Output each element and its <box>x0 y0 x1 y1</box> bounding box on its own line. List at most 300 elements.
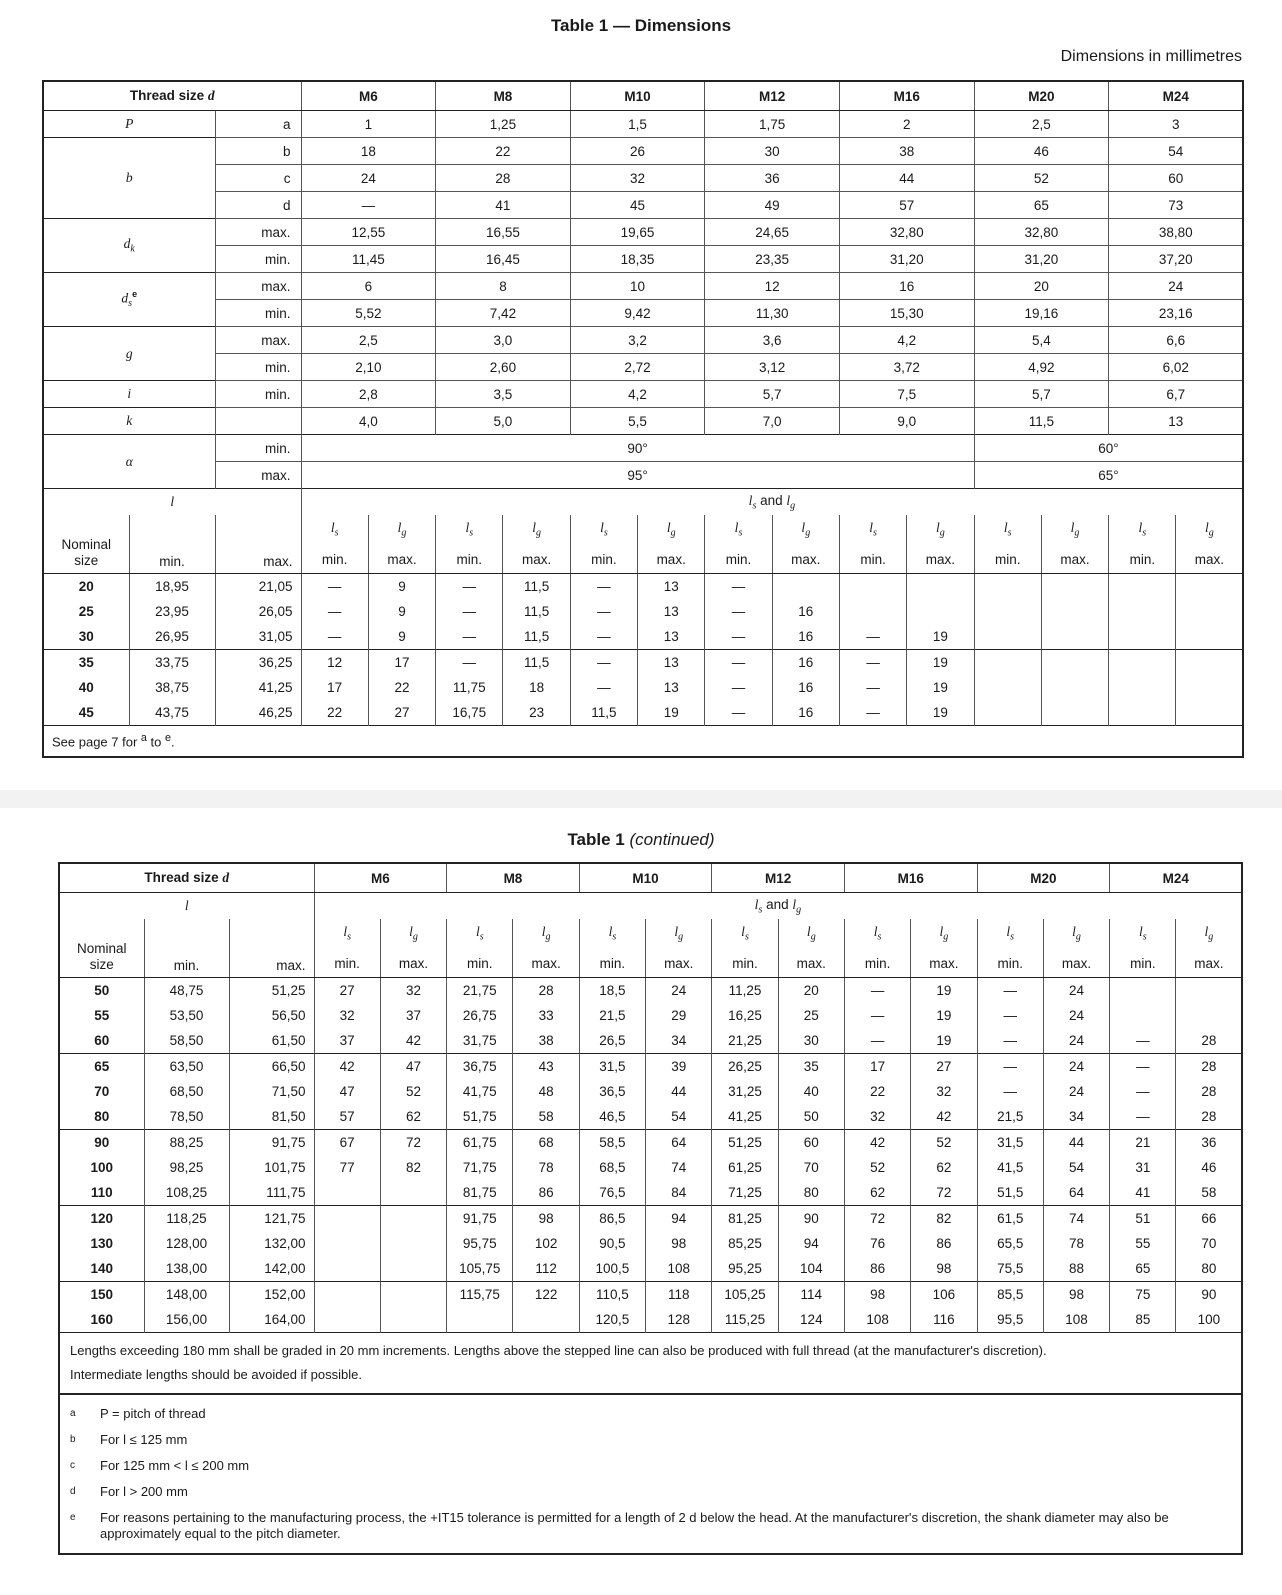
length-max: 71,50 <box>229 1079 314 1104</box>
length-min: 26,95 <box>129 624 215 650</box>
dimension-value: 1,5 <box>570 111 705 138</box>
size-header: M6 <box>314 863 447 893</box>
ls-min-value: 42 <box>314 1053 380 1079</box>
dimension-value: 36 <box>705 165 840 192</box>
footnote-key: b <box>70 1433 76 1445</box>
ls-min-value: — <box>844 977 910 1003</box>
ls-min-value: 81,75 <box>447 1180 513 1206</box>
length-min: 98,25 <box>144 1155 229 1180</box>
length-min: 128,00 <box>144 1231 229 1256</box>
lg-max-value: 62 <box>380 1104 446 1130</box>
ls-lg-header: $l_s$ and $l_g$ <box>314 893 1242 920</box>
ls-min-value: 86,5 <box>579 1205 645 1231</box>
table-row <box>43 381 1243 408</box>
lg-max-value: 13 <box>638 573 705 599</box>
ls-min-value <box>974 599 1041 624</box>
nominal-size: 70 <box>59 1079 144 1104</box>
dimension-value: 44 <box>839 165 974 192</box>
ls-min-value: — <box>839 675 906 700</box>
table-row <box>59 1079 1242 1104</box>
lg-max-value: 35 <box>778 1053 844 1079</box>
nominal-size: 160 <box>59 1307 144 1333</box>
lg-max-value: 90 <box>778 1205 844 1231</box>
dimension-value: 4,2 <box>570 381 705 408</box>
table-row <box>43 273 1243 300</box>
parameter-label: b <box>43 138 215 219</box>
lg-max-value: 34 <box>646 1028 712 1054</box>
dimension-value: 9,42 <box>570 300 705 327</box>
lg-max-value: 13 <box>638 675 705 700</box>
nominal-size: 150 <box>59 1281 144 1307</box>
lg-max-value <box>513 1307 579 1333</box>
lg-max-value: 19 <box>911 977 977 1003</box>
parameter-sublabel <box>215 408 301 435</box>
table-row <box>59 1281 1242 1307</box>
lg-max-value: 50 <box>778 1104 844 1130</box>
ls-min-value: 61,25 <box>712 1155 778 1180</box>
lg-max-value: 23 <box>503 700 570 726</box>
table-row <box>59 1003 1242 1028</box>
lg-max-header: $l_g$ max. <box>1041 515 1108 573</box>
ls-min-value: — <box>977 1079 1043 1104</box>
ls-min-header: $l_s$ min. <box>712 919 778 977</box>
dimension-value: 8 <box>436 273 571 300</box>
lg-max-header: $l_g$ max. <box>1176 515 1243 573</box>
table-row <box>43 192 1243 219</box>
ls-min-value: 31,75 <box>447 1028 513 1054</box>
ls-min-value: 65 <box>1110 1256 1176 1282</box>
ls-min-value <box>1109 599 1176 624</box>
ls-min-value: 17 <box>844 1053 910 1079</box>
dimension-value: 1,75 <box>705 111 840 138</box>
lg-max-value: 39 <box>646 1053 712 1079</box>
nominal-size: 80 <box>59 1104 144 1130</box>
dimension-value: 3,0 <box>436 327 571 354</box>
parameter-sublabel: max. <box>215 327 301 354</box>
ls-min-value <box>1109 573 1176 599</box>
lg-max-value <box>380 1205 446 1231</box>
lg-max-value <box>772 573 839 599</box>
ls-min-value: 41 <box>1110 1180 1176 1206</box>
dimension-value: 16 <box>839 273 974 300</box>
lg-max-value <box>1176 1003 1242 1028</box>
dimension-value: 38,80 <box>1109 219 1244 246</box>
lg-max-value: 58 <box>513 1104 579 1130</box>
length-max: 36,25 <box>215 649 301 675</box>
ls-min-header: $l_s$ min. <box>705 515 772 573</box>
ls-min-value: 36,5 <box>579 1079 645 1104</box>
dimension-value: 2,10 <box>301 354 436 381</box>
alpha-label: α <box>43 435 215 489</box>
dimension-value: 20 <box>974 273 1109 300</box>
lg-max-value: 42 <box>380 1028 446 1054</box>
ls-min-value <box>839 573 906 599</box>
lg-max-header: $l_g$ max. <box>368 515 435 573</box>
lg-max-value: 64 <box>646 1129 712 1155</box>
nominal-size: 25 <box>43 599 129 624</box>
lg-max-value: 72 <box>911 1180 977 1206</box>
lg-max-value: 80 <box>778 1180 844 1206</box>
table-row <box>59 1129 1242 1155</box>
ls-min-value: 32 <box>314 1003 380 1028</box>
ls-min-header: $l_s$ min. <box>839 515 906 573</box>
lg-max-value: 27 <box>368 700 435 726</box>
ls-min-value: — <box>436 624 503 650</box>
ls-min-value: — <box>705 624 772 650</box>
parameter-sublabel: min. <box>215 381 301 408</box>
lg-max-value: 16 <box>772 649 839 675</box>
lg-max-value <box>1041 573 1108 599</box>
length-min: 63,50 <box>144 1053 229 1079</box>
length-max: 91,75 <box>229 1129 314 1155</box>
length-min: 38,75 <box>129 675 215 700</box>
ls-min-value: 85 <box>1110 1307 1176 1333</box>
nominal-size: 140 <box>59 1256 144 1282</box>
ls-min-value: — <box>839 649 906 675</box>
lg-max-value: 64 <box>1043 1180 1109 1206</box>
ls-min-value: 86 <box>844 1256 910 1282</box>
dimension-value: 12,55 <box>301 219 436 246</box>
table-row <box>59 893 1242 920</box>
table-row <box>43 462 1243 489</box>
ls-min-value: 76 <box>844 1231 910 1256</box>
ls-min-value: 115,25 <box>712 1307 778 1333</box>
ls-min-value: 91,75 <box>447 1205 513 1231</box>
ls-min-value: — <box>301 599 368 624</box>
lg-max-value: 32 <box>380 977 446 1003</box>
parameter-sublabel: max. <box>215 273 301 300</box>
ls-min-value: 31,5 <box>977 1129 1043 1155</box>
ls-min-value: — <box>1110 1028 1176 1054</box>
lg-max-value: 122 <box>513 1281 579 1307</box>
dimension-value: 24,65 <box>705 219 840 246</box>
table-row <box>43 408 1243 435</box>
length-max: 132,00 <box>229 1231 314 1256</box>
parameter-sublabel: d <box>215 192 301 219</box>
nominal-size: 40 <box>43 675 129 700</box>
lg-max-value: 19 <box>911 1003 977 1028</box>
lg-max-value: 32 <box>911 1079 977 1104</box>
ls-min-value: 81,25 <box>712 1205 778 1231</box>
ls-min-value: — <box>436 649 503 675</box>
nominal-size: 65 <box>59 1053 144 1079</box>
title-text: Table 1 <box>567 830 625 849</box>
length-min: 33,75 <box>129 649 215 675</box>
size-header: M20 <box>974 81 1109 111</box>
footnote-text: For 125 mm < l ≤ 200 mm <box>100 1457 250 1473</box>
length-min: 18,95 <box>129 573 215 599</box>
ls-min-value: 21,5 <box>977 1104 1043 1130</box>
table-row <box>43 515 1243 573</box>
dimension-value: 3,6 <box>705 327 840 354</box>
ls-min-value: — <box>977 977 1043 1003</box>
nominal-size-header: Nominal size <box>43 515 129 573</box>
parameter-sublabel: min. <box>215 300 301 327</box>
ls-min-value: — <box>844 1003 910 1028</box>
dimension-value: 2,5 <box>301 327 436 354</box>
dimension-value: 37,20 <box>1109 246 1244 273</box>
dimension-value: 16,55 <box>436 219 571 246</box>
lg-max-header: $l_g$ max. <box>1043 919 1109 977</box>
nominal-size: 130 <box>59 1231 144 1256</box>
table-row <box>43 138 1243 165</box>
lg-max-value: 102 <box>513 1231 579 1256</box>
ls-min-value <box>1109 700 1176 726</box>
length-max: 164,00 <box>229 1307 314 1333</box>
ls-min-value <box>447 1307 513 1333</box>
lg-max-value: 118 <box>646 1281 712 1307</box>
size-header: M12 <box>705 81 840 111</box>
lg-max-value <box>1176 649 1243 675</box>
lg-max-value: 29 <box>646 1003 712 1028</box>
ls-min-value: 85,5 <box>977 1281 1043 1307</box>
lg-max-value: 42 <box>911 1104 977 1130</box>
dimension-value: 7,0 <box>705 408 840 435</box>
ls-min-value <box>314 1180 380 1206</box>
lg-max-value: 17 <box>368 649 435 675</box>
table-row <box>43 435 1243 462</box>
ls-min-value: 11,25 <box>712 977 778 1003</box>
ls-min-value: 115,75 <box>447 1281 513 1307</box>
lg-max-value: 11,5 <box>503 599 570 624</box>
table-row <box>43 649 1243 675</box>
ls-min-value: — <box>705 649 772 675</box>
dimension-value: 3,72 <box>839 354 974 381</box>
lg-max-value <box>380 1180 446 1206</box>
lg-max-value <box>380 1281 446 1307</box>
lg-max-value: 94 <box>778 1231 844 1256</box>
ls-min-header: $l_s$ min. <box>301 515 368 573</box>
l-header: l <box>59 893 314 920</box>
ls-min-value <box>839 599 906 624</box>
lg-max-value: 43 <box>513 1053 579 1079</box>
size-header: M20 <box>977 863 1110 893</box>
lg-max-value: 16 <box>772 675 839 700</box>
lg-max-value: 40 <box>778 1079 844 1104</box>
ls-min-value: — <box>839 624 906 650</box>
length-min: 68,50 <box>144 1079 229 1104</box>
dimension-value: 4,0 <box>301 408 436 435</box>
dimensions-table <box>42 80 1244 758</box>
table-row <box>43 573 1243 599</box>
ls-min-header: $l_s$ min. <box>974 515 1041 573</box>
ls-min-value <box>974 649 1041 675</box>
lg-max-header: $l_g$ max. <box>772 515 839 573</box>
nominal-size: 60 <box>59 1028 144 1054</box>
ls-min-value: — <box>301 573 368 599</box>
lg-max-value: 116 <box>911 1307 977 1333</box>
ls-min-value: 110,5 <box>579 1281 645 1307</box>
lg-max-value: 9 <box>368 599 435 624</box>
dimension-value: 15,30 <box>839 300 974 327</box>
ls-min-value: 21,5 <box>579 1003 645 1028</box>
lg-max-value: 30 <box>778 1028 844 1054</box>
ls-min-value: — <box>1110 1053 1176 1079</box>
lg-max-value: 112 <box>513 1256 579 1282</box>
alpha-min-value: 60° <box>974 435 1243 462</box>
lg-max-value: 33 <box>513 1003 579 1028</box>
table-row <box>43 725 1243 757</box>
l-max-header: max. <box>215 515 301 573</box>
lg-max-header: $l_g$ max. <box>380 919 446 977</box>
lg-max-value: 108 <box>1043 1307 1109 1333</box>
table-row <box>43 354 1243 381</box>
dimension-value: 49 <box>705 192 840 219</box>
lg-max-value: 128 <box>646 1307 712 1333</box>
ls-min-value: 108 <box>844 1307 910 1333</box>
lg-max-value <box>380 1256 446 1282</box>
length-max: 111,75 <box>229 1180 314 1206</box>
ls-min-header: $l_s$ min. <box>977 919 1043 977</box>
lg-max-header: $l_g$ max. <box>1176 919 1242 977</box>
lg-max-value: 28 <box>1176 1104 1242 1130</box>
table-1-continued-title <box>0 830 1282 850</box>
ls-min-value: 12 <box>301 649 368 675</box>
lg-max-value: 16 <box>772 599 839 624</box>
alpha-max-value: 95° <box>301 462 974 489</box>
ls-min-value: — <box>705 599 772 624</box>
length-min: 48,75 <box>144 977 229 1003</box>
dimension-value: 6,02 <box>1109 354 1244 381</box>
lg-max-value: 9 <box>368 624 435 650</box>
dimension-value: 6,7 <box>1109 381 1244 408</box>
lg-max-value <box>907 573 974 599</box>
lg-max-value <box>1176 573 1243 599</box>
ls-min-value: 41,25 <box>712 1104 778 1130</box>
ls-min-value: 11,5 <box>570 700 637 726</box>
lg-max-value: 98 <box>646 1231 712 1256</box>
ls-min-value: 51,5 <box>977 1180 1043 1206</box>
nominal-size: 100 <box>59 1155 144 1180</box>
lg-max-value: 90 <box>1176 1281 1242 1307</box>
dimension-value: 57 <box>839 192 974 219</box>
dimension-value: 11,5 <box>974 408 1109 435</box>
footnote-text: For l ≤ 125 mm <box>100 1431 188 1447</box>
ls-min-value <box>1110 1003 1176 1028</box>
units-note: Dimensions in millimetres <box>1060 48 1242 65</box>
length-min: 43,75 <box>129 700 215 726</box>
lg-max-value: 24 <box>1043 1079 1109 1104</box>
ls-min-value: 32 <box>844 1104 910 1130</box>
ls-min-value <box>314 1307 380 1333</box>
parameter-label: k <box>43 408 215 435</box>
lg-max-value <box>1176 675 1243 700</box>
dimension-value: 2,8 <box>301 381 436 408</box>
parameter-label: $d_s^e$ <box>43 273 215 327</box>
lg-max-value: 19 <box>907 675 974 700</box>
ls-min-value <box>974 700 1041 726</box>
nominal-size: 30 <box>43 624 129 650</box>
lg-max-header: $l_g$ max. <box>638 515 705 573</box>
lg-max-value: 54 <box>1043 1155 1109 1180</box>
lg-max-value: 74 <box>1043 1205 1109 1231</box>
dimension-value: 65 <box>974 192 1109 219</box>
ls-min-value: 42 <box>844 1129 910 1155</box>
ls-min-value: 95,25 <box>712 1256 778 1282</box>
lg-max-value: 78 <box>1043 1231 1109 1256</box>
length-min: 138,00 <box>144 1256 229 1282</box>
l-min-header: min. <box>129 515 215 573</box>
ls-min-value: 61,75 <box>447 1129 513 1155</box>
lg-max-value <box>1176 599 1243 624</box>
dimension-value: 32,80 <box>974 219 1109 246</box>
lg-max-value: 24 <box>1043 1028 1109 1054</box>
nominal-size: 35 <box>43 649 129 675</box>
dimension-value: 4,92 <box>974 354 1109 381</box>
lg-max-value: 28 <box>1176 1079 1242 1104</box>
l-max-header: max. <box>229 919 314 977</box>
table-row <box>43 599 1243 624</box>
ls-min-value: 51 <box>1110 1205 1176 1231</box>
dimension-value: 5,7 <box>705 381 840 408</box>
lg-max-value <box>1041 649 1108 675</box>
ls-min-value: 95,75 <box>447 1231 513 1256</box>
ls-min-value: 98 <box>844 1281 910 1307</box>
lg-max-value: 70 <box>778 1155 844 1180</box>
length-min: 23,95 <box>129 599 215 624</box>
lg-max-value: 13 <box>638 649 705 675</box>
lg-max-value: 44 <box>646 1079 712 1104</box>
dimension-value: 10 <box>570 273 705 300</box>
nominal-size-header: Nominal size <box>59 919 144 977</box>
table-row <box>43 300 1243 327</box>
lg-max-value: 24 <box>646 977 712 1003</box>
ls-min-header: $l_s$ min. <box>1109 515 1176 573</box>
ls-min-header: $l_s$ min. <box>447 919 513 977</box>
lg-max-value: 74 <box>646 1155 712 1180</box>
dimension-value: 2,72 <box>570 354 705 381</box>
ls-min-value: — <box>977 1003 1043 1028</box>
ls-min-value <box>314 1205 380 1231</box>
length-min: 108,25 <box>144 1180 229 1206</box>
parameter-sublabel: min. <box>215 354 301 381</box>
lg-max-value: 19 <box>907 649 974 675</box>
table-row <box>43 624 1243 650</box>
ls-min-value: 90,5 <box>579 1231 645 1256</box>
dimension-value: 22 <box>436 138 571 165</box>
ls-min-value: 41,5 <box>977 1155 1043 1180</box>
ls-min-value: 72 <box>844 1205 910 1231</box>
alpha-max-value: 65° <box>974 462 1243 489</box>
ls-min-value: — <box>705 675 772 700</box>
dimension-value: 5,7 <box>974 381 1109 408</box>
length-max: 51,25 <box>229 977 314 1003</box>
ls-min-header: $l_s$ min. <box>579 919 645 977</box>
dimension-value: 6 <box>301 273 436 300</box>
ls-min-value: 22 <box>844 1079 910 1104</box>
table-row <box>59 863 1242 893</box>
lg-max-value: 62 <box>911 1155 977 1180</box>
ls-min-value: 21,75 <box>447 977 513 1003</box>
parameter-label: P <box>43 111 215 138</box>
footnote-text: P = pitch of thread <box>100 1405 206 1421</box>
ls-min-value: — <box>301 624 368 650</box>
table-row <box>43 700 1243 726</box>
lg-max-value: 86 <box>513 1180 579 1206</box>
size-header: M24 <box>1110 863 1243 893</box>
length-max: 21,05 <box>215 573 301 599</box>
size-header: M10 <box>579 863 712 893</box>
ls-min-value: 76,5 <box>579 1180 645 1206</box>
ls-min-value: 17 <box>301 675 368 700</box>
dimension-value: 2,60 <box>436 354 571 381</box>
ls-min-value: — <box>570 599 637 624</box>
ls-min-value: 21 <box>1110 1129 1176 1155</box>
table-row <box>59 1307 1242 1333</box>
dimension-value: 16,45 <box>436 246 571 273</box>
lg-max-value <box>1041 700 1108 726</box>
ls-min-value: 11,75 <box>436 675 503 700</box>
